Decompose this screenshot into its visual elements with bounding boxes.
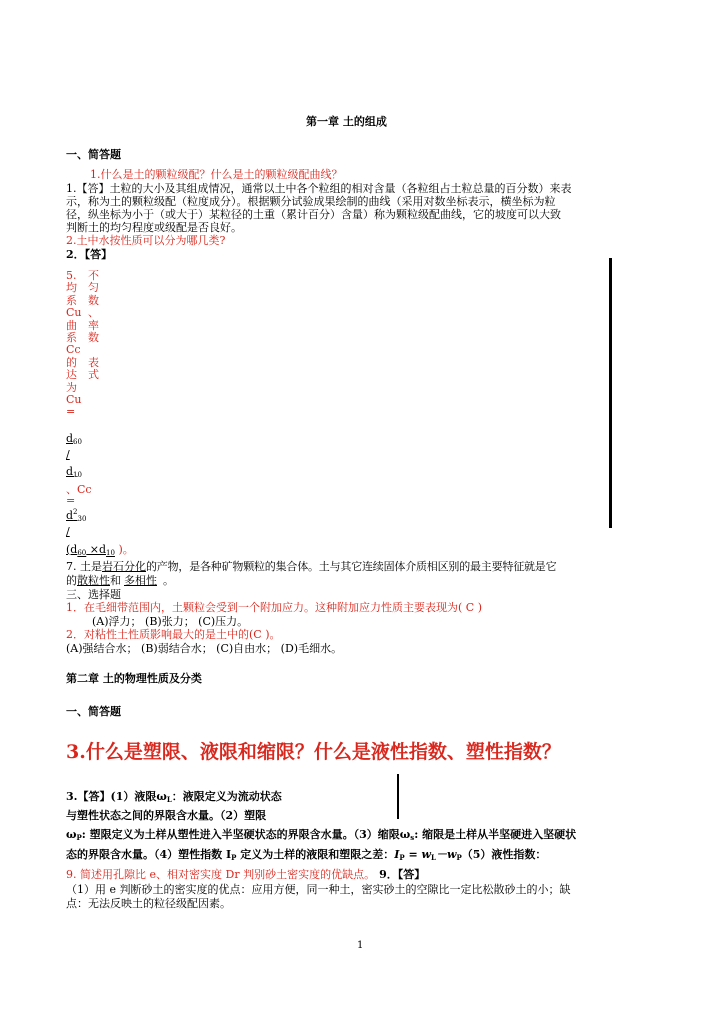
q5-col2-char: 数 (88, 331, 99, 345)
answer-9-label: 9．【答】 (379, 868, 426, 881)
a3-sub: L (431, 853, 436, 862)
q5-col2-char: 表 (88, 355, 99, 369)
formula-d: d (66, 465, 74, 478)
formula-denominator (66, 541, 134, 557)
q5-col1-char: 达 (66, 368, 77, 382)
vertical-rule (609, 258, 612, 528)
answer-1-line-1: 1.【答】土粒的大小及其组成情况，通常以土中各个粒组的相对含量（各粒组占土粒总量的百分数）来表 (66, 182, 572, 195)
a3-sub: P (231, 853, 237, 862)
formula-close: )。 (114, 543, 134, 556)
a3-sub: s (410, 833, 415, 842)
vertical-rule-2 (397, 774, 399, 819)
answer-1-line-4: 判断土的均匀程度或级配是否良好。 (66, 221, 242, 234)
formula-cc-label: 、Cc (66, 483, 92, 496)
q5-col2-char: 率 (88, 318, 99, 332)
q5-col2-char: 不 (88, 269, 99, 282)
answer-1-line-3: 径，纵坐标为小于（或大于）某粒径的土重（累计百分）含量）称为颗粒级配曲线，它的坡度可以大致 (66, 208, 561, 221)
a3-text: ：液限定义为流动状态 (171, 790, 282, 803)
a3-sub: P (399, 853, 405, 862)
choice-2-options: (A)强结合水； (B)弱结合水； (C)自由水； (D)毛细水。 (66, 642, 343, 655)
q5-col1-char: 系 (66, 331, 77, 345)
formula-d: d (66, 509, 74, 522)
a3-text: : 缩限是土样从半坚硬进入坚硬状 (414, 828, 577, 841)
q5-col1-char: 为 (66, 380, 77, 394)
question-5-column-2 (88, 270, 104, 382)
answer-2-label: 2．【答】 (66, 248, 113, 261)
formula-d10 (66, 465, 82, 479)
a3-sub: P (76, 833, 82, 842)
q5-col2-char: 数 (88, 293, 99, 307)
q5-col2-char: 式 (88, 368, 99, 382)
q5-col1-char: Cu (66, 306, 82, 320)
formula-sub: 10 (73, 471, 82, 479)
formula-d60 (66, 432, 82, 446)
q7-mid: 的产物，是各种矿物颗粒的集合体。土与其它连续固体介质相区别的最主要特征就是它 (146, 560, 557, 573)
answer-1-line-2: 示，称为土的颗粒级配（粒度成分）。根据颗分试验成果绘制的曲线（采用对数坐标表示，横坐标为粒 (66, 195, 556, 208)
q5-col1-char: Cu (66, 393, 82, 407)
formula-times: ×d (86, 543, 107, 556)
formula-sub: 60 (73, 438, 82, 446)
question-1: 1.什么是土的颗粒级配？什么是土的颗粒级配曲线？ (90, 168, 343, 181)
a3-sub: P (456, 853, 462, 862)
a3-sub: L (166, 795, 172, 804)
answer-9-line-1: （1）用 e 判断砂土的密实度的优点：应用方便，同一种土，密实砂土的空隙比一定比松散砂土的小；缺 (66, 883, 571, 896)
q7-and: 和 (110, 574, 121, 587)
a3-text: 定义为土样的液限和塑限之差： (236, 848, 395, 861)
question-3-heading: 3.什么是塑限、液限和缩限？什么是液性指数、塑性指数？ (66, 741, 561, 763)
choice-1-options: (A)浮力； (B)张力； (C)压力。 (92, 615, 249, 628)
q5-col2-char (88, 344, 104, 356)
q7-end: 。 (163, 574, 174, 587)
formula-sup: 2 (73, 508, 78, 516)
q5-col1-char: = (66, 405, 76, 419)
formula-sub: 10 (106, 549, 115, 557)
choice-question-2: 2．对粘性土性质影响最大的是土中的(C )。 (66, 628, 281, 641)
answer-3-line-4 (66, 846, 546, 862)
q5-col1-char: 均 (66, 281, 77, 295)
q5-col1-char: 系 (66, 293, 77, 307)
a3-formula: －w (435, 848, 457, 861)
chapter1-title: 第一章 土的组成 (306, 115, 387, 128)
q7-pre: 的 (66, 574, 77, 587)
q7-blank-1: 岩石分化 (102, 560, 146, 573)
answer-3-line-3 (66, 826, 576, 842)
answer-9-line-2: 点：无法反映土的粒径级配因素。 (66, 897, 231, 910)
q5-col1-char: Cc (66, 343, 81, 357)
question-9-line (66, 866, 425, 882)
formula-d30-squared (66, 508, 86, 523)
formula-sub: 60 (77, 549, 87, 557)
a3-text: : 塑限定义为土样从塑性进入半坚硬状态的界限含水量。（3）缩限ω (81, 828, 411, 841)
question-5-column-1 (66, 270, 82, 419)
formula-open: (d (66, 543, 78, 556)
q7-blank-3: 多相性 (124, 574, 157, 587)
question-9: 9. 简述用孔隙比 e、相对密实度 Dr 判别砂土密实度的优缺点。 (66, 868, 376, 881)
a3-formula: = w (404, 848, 432, 861)
answer-3-line-2: 与塑性状态之间的界限含水量。（2）塑限 (66, 809, 267, 822)
q5-col2-char: 、 (88, 306, 99, 320)
a3-text: （5）液性指数： (461, 848, 547, 861)
q5-col1-char: 的 (66, 355, 77, 369)
chapter1-section-choice: 三、选择题 (66, 588, 121, 601)
chapter1-section-short-answer: 一、简答题 (66, 148, 121, 161)
chapter2-title: 第二章 土的物理性质及分类 (66, 672, 202, 685)
formula-slash-1: / (66, 448, 70, 461)
question-2: 2.土中水按性质可以分为哪几类? (66, 234, 226, 247)
formula-d: d (66, 432, 74, 445)
q5-col1-char: 曲 (66, 318, 77, 332)
a3-formula: I (394, 848, 400, 861)
q5-col1-char: 5. (66, 269, 77, 282)
q5-col2-char: 匀 (88, 281, 99, 295)
chapter2-section-short-answer: 一、简答题 (66, 705, 121, 718)
page-number: 1 (357, 940, 364, 951)
formula-slash-2: / (66, 525, 70, 538)
a3-text: 态的界限含水量。（4）塑性指数 I (66, 848, 232, 861)
formula-equals: = (66, 494, 76, 507)
choice-question-1: 1．在毛细带范围内，土颗粒会受到一个附加应力。这种附加应力性质主要表现为( C ) (66, 601, 482, 614)
q7-blank-2: 散粒性 (77, 574, 110, 587)
a3-text: 3.【答】(1）液限ω (66, 790, 167, 803)
q7-prefix: 7. 土是 (66, 560, 102, 573)
formula-sub: 30 (77, 515, 87, 523)
answer-3-line-1 (66, 788, 282, 804)
a3-text: ω (66, 828, 77, 841)
